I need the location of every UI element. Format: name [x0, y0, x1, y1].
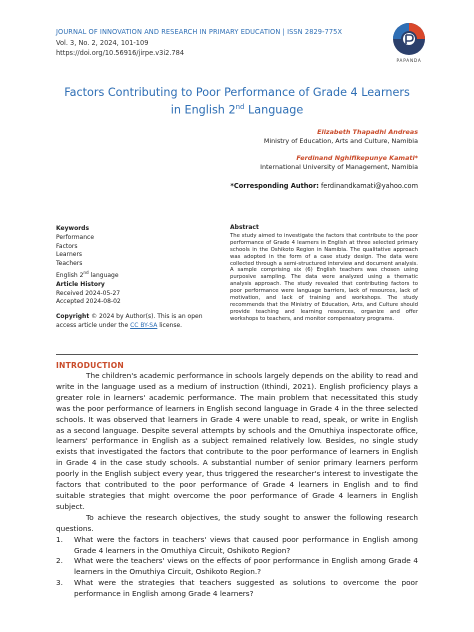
papanda-logo-icon	[389, 20, 429, 62]
author-name: Elizabeth Thapadhi Andreas	[317, 128, 418, 136]
author-affiliation: Ministry of Education, Arts and Culture, Namibia	[263, 137, 418, 145]
doi-link[interactable]: https://doi.org/10.56916/jirpe.v3i2.784	[56, 49, 185, 57]
journal-title: JOURNAL OF INNOVATION AND RESEARCH IN PRIMARY EDUCATION | ISSN 2829-775X	[56, 28, 343, 36]
research-questions-list	[56, 535, 418, 600]
abstract-heading: Abstract	[230, 224, 259, 231]
copyright-notice: Copyright © 2024 by Author(s). This is an open access article under the CC BY-SA license.	[56, 313, 203, 329]
paper-title	[56, 86, 418, 118]
list-item: 2. What were the teachers' views on the effects of poor performance in English among Grade 4 learners in the Omuthiya Circuit, Oshikoto Region.?	[56, 556, 418, 577]
keyword-item: English 2nd language	[56, 269, 119, 279]
body-paragraph: The children's academic performance in schools largely depends on the ability to read and write in the language used as a medium of instruction (Ithindi, 2021). English proficiency plays a greater role in learners' academic performance. The main problem that necessitated this study was the poor performance of learners in English second language in Grade 4 in the three selected schools. It was observed that learners in Grade 4 were unable to read, speak, or write in English as a second language. Despite several attempts by schools and the Omuthiya inspectorate office, learners' performance in English as a subject remained relatively low. Besides, no single study exists that investigated the factors that contribute to the poor performance of learners in English in Grade 4 in the case study schools. A substantial number of senior primary learners perform poorly in the English subject every year, thus triggered the researcher's interest to investigate the factors that contributed to the poor performance of Grade 4 learners in English and to find suitable strategies that might overcome the poor performance of Grade 4 learners in English subject.	[56, 371, 418, 511]
section-divider	[56, 354, 418, 355]
volume-info: Vol. 3, No. 2, 2024, 101-109	[56, 38, 149, 47]
title-line-2: in English 2nd Language	[170, 103, 304, 117]
author-block	[230, 128, 418, 191]
article-history-heading: Article History	[56, 280, 105, 288]
license-link[interactable]: CC BY-SA	[130, 321, 158, 329]
abstract-text: The study aimed to investigate the factors that contribute to the poor performance of Grade 4 learners in English at three selected primary schools in the Oshikoto Region in Namibia. The qualitative approach was adopted in the form of a case study design. The data were collected through a semi-structured interview and document analysis. A sample comprising six (6) English teachers was chosen using purposive sampling. The data were analyzed using a thematic analysis approach. The study revealed that contributing factors to poor performance were language barriers, lack of resources, lack of motivation, and lack of training and workshops. The study recommends that the Ministry of Education, Arts, and Culture should provide teaching and learning resources, organize and offer workshops to teachers, and monitor compensatory programs.	[230, 232, 418, 322]
title-line-1: Factors Contributing to Poor Performance of Grade 4 Learners	[64, 86, 410, 99]
corresponding-author: *Corresponding Author: ferdinandkamati@yahoo.com	[230, 182, 418, 190]
introduction-body	[56, 371, 418, 600]
article-info-column	[56, 225, 224, 331]
logo-caption: PAPANDA	[396, 58, 422, 63]
abstract-section	[230, 225, 418, 323]
list-item: 3. What were the strategies that teachers suggested as solutions to overcome the poor performance in English among Grade 4 learners?	[56, 578, 418, 599]
keywords-heading: Keywords	[56, 225, 90, 232]
received-date: Received 2024-05-27	[56, 289, 121, 297]
author-name: Ferdinand Nghifikepunye Kamati*	[296, 154, 418, 162]
keyword-item: Teachers	[56, 260, 83, 268]
list-item: 1. What were the factors in teachers' views that caused poor performance in English among Grade 4 learners in the Omuthiya Circuit, Oshikoto Region?	[56, 534, 418, 555]
keyword-item: Factors	[56, 242, 78, 250]
accepted-date: Accepted 2024-08-02	[56, 298, 121, 306]
body-paragraph: To achieve the research objectives, the study sought to answer the following research questions.	[56, 512, 418, 533]
keyword-item: Performance	[56, 233, 95, 241]
journal-header	[56, 27, 342, 59]
keyword-item: Learners	[56, 251, 83, 259]
introduction-heading: INTRODUCTION	[56, 361, 124, 370]
corresponding-email[interactable]: ferdinandkamati@yahoo.com	[320, 182, 418, 190]
author-affiliation: International University of Management, Namibia	[260, 163, 418, 171]
